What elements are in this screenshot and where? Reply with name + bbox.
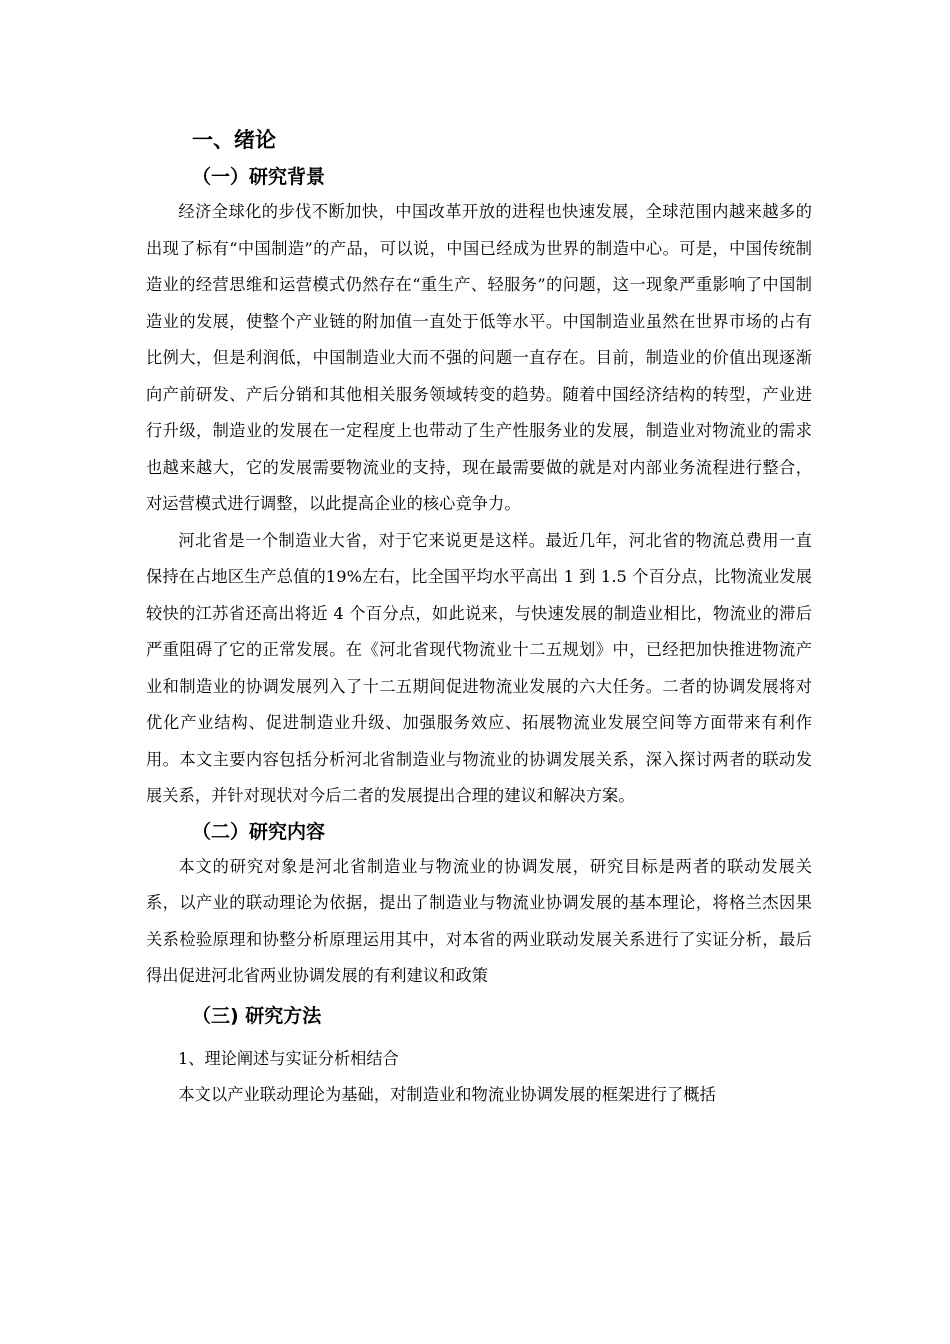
paragraph-background-2: 河北省是一个制造业大省，对于它来说更是这样。最近几年，河北省的物流总费用一直保持在占地区生产总值的19%左右，比全国平均水平高出 1 到 1.5 个百分点，比物流业发展较快的江苏省还高出将近 4 个百分点，如此说来，与快速发展的制造业相比，物流业的滞后严重阻碍了它的正常发展。在《河北省现代物流业十二五规划》中，已经把加快推进物流产业和制造业的协调发展列入了十二五期间促进物流业发展的六大任务。二者的协调发展将对优化产业结构、促进制造业升级、加强服务效应、拓展物流业发展空间等方面带来有利作用。本文主要内容包括分析河北省制造业与物流业的协调发展关系，深入探讨两者的联动发展关系，并针对现状对今后二者的发展提出合理的建议和解决方案。 (146, 530, 812, 805)
paragraph-methods-1: 本文以产业联动理论为基础，对制造业和物流业协调发展的框架进行了概括 (178, 1085, 716, 1104)
paragraph-background-1: 经济全球化的步伐不断加快，中国改革开放的进程也快速发展，全球范围内越来越多的出现了标有“中国制造”的产品，可以说，中国已经成为世界的制造中心。可是，中国传统制造业的经营思维和运营模式仍然存在“重生产、轻服务”的问题，这一现象严重影响了中国制造业的发展，使整个产业链的附加值一直处于低等水平。中国制造业虽然在世界市场的占有比例大，但是利润低，中国制造业大而不强的问题一直存在。目前，制造业的价值出现逐渐向产前研发、产后分销和其他相关服务领域转变的趋势。随着中国经济结构的转型，产业进行升级，制造业的发展在一定程度上也带动了生产性服务业的发展，制造业对物流业的需求也越来越大，它的发展需要物流业的支持，现在最需要做的就是对内部业务流程进行整合，对运营模式进行调整，以此提高企业的核心竞争力。 (146, 202, 812, 513)
subheading-methods-1: 1、理论阐述与实证分析相结合 (178, 1048, 399, 1068)
section-heading-content: （二）研究内容 (192, 820, 326, 843)
paragraph-content-1: 本文的研究对象是河北省制造业与物流业的协调发展，研究目标是两者的联动发展关系，以产业的联动理论为依据，提出了制造业与物流业协调发展的基本理论，将格兰杰因果关系检验原理和协整分析原理运用其中，对本省的两业联动发展关系进行了实证分析，最后得出促进河北省两业协调发展的有利建议和政策 (146, 856, 812, 985)
document-body (146, 120, 812, 1114)
section-heading-methods: （三) 研究方法 (192, 1004, 322, 1027)
chapter-title: 一、绪论 (192, 128, 276, 152)
section-heading-background: （一）研究背景 (192, 166, 326, 188)
